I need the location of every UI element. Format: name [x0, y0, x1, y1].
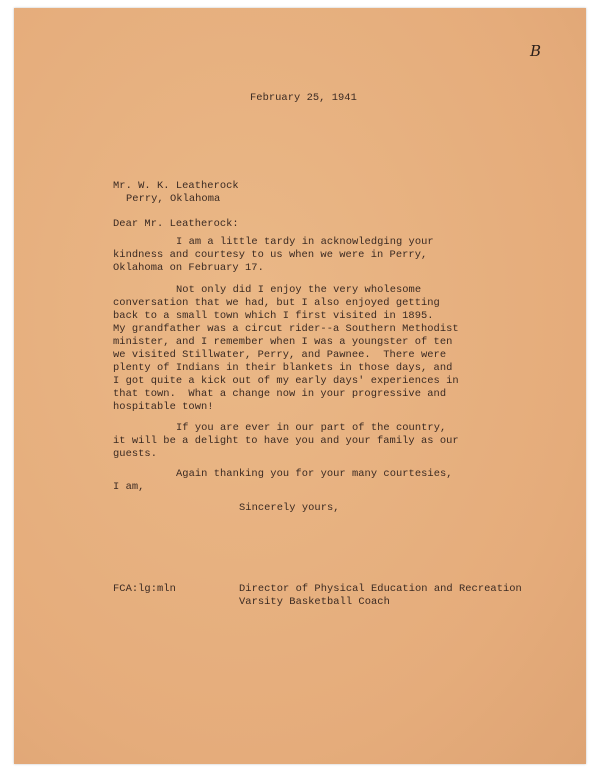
body-line: I got quite a kick out of my early days' experiences in	[113, 375, 459, 387]
salutation: Dear Mr. Leatherock:	[113, 218, 239, 230]
body-line: I am,	[113, 481, 145, 493]
body-line: conversation that we had, but I also enjoyed getting	[113, 297, 440, 309]
body-line: Not only did I enjoy the very wholesome	[176, 284, 422, 296]
letter-date: February 25, 1941	[250, 92, 357, 104]
body-line: we visited Stillwater, Perry, and Pawnee. There were	[113, 349, 447, 361]
closing: Sincerely yours,	[239, 502, 340, 514]
body-line: it will be a delight to have you and your family as our	[113, 435, 459, 447]
body-line: If you are ever in our part of the country,	[176, 422, 447, 434]
signature-title-line: Varsity Basketball Coach	[239, 596, 390, 608]
body-line: back to a small town which I first visited in 1895.	[113, 310, 434, 322]
body-line: I am a little tardy in acknowledging your	[176, 236, 434, 248]
recipient-name: Mr. W. K. Leatherock	[113, 180, 239, 192]
body-line: My grandfather was a circut rider--a Southern Methodist	[113, 323, 459, 335]
body-line: minister, and I remember when I was a youngster of ten	[113, 336, 453, 348]
recipient-city: Perry, Oklahoma	[126, 193, 221, 205]
body-line: Oklahoma on February 17.	[113, 262, 264, 274]
body-line: hospitable town!	[113, 401, 214, 413]
body-line: guests.	[113, 448, 157, 460]
signature-title-line: Director of Physical Education and Recreation	[239, 583, 522, 595]
body-line: that town. What a change now in your progressive and	[113, 388, 447, 400]
corner-mark: B	[530, 42, 542, 60]
body-line: Again thanking you for your many courtesies,	[176, 468, 453, 480]
reference-initials: FCA:lg:mln	[113, 583, 176, 595]
body-line: plenty of Indians in their blankets in those days, and	[113, 362, 453, 374]
body-line: kindness and courtesy to us when we were in Perry,	[113, 249, 428, 261]
